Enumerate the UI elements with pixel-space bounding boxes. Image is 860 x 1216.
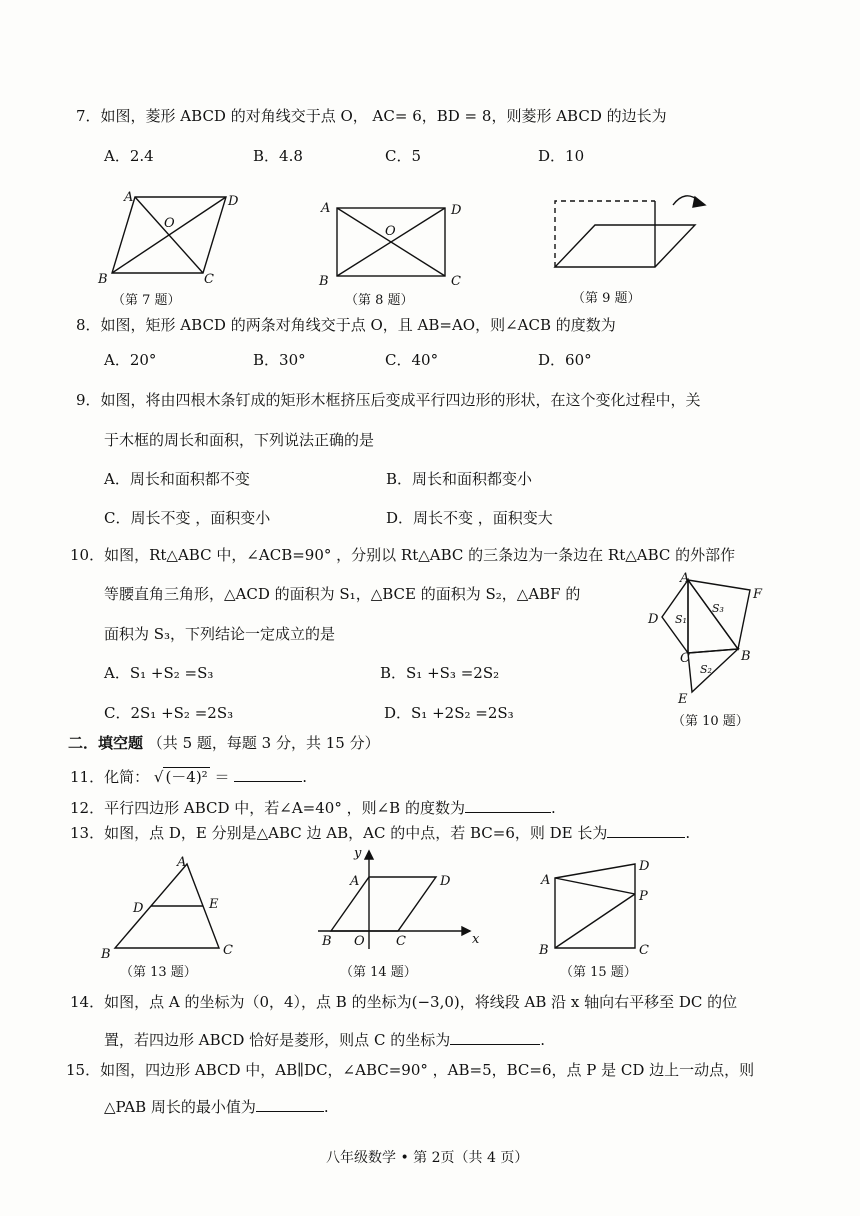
q10-option-d: D．S₁ +2S₂ =2S₃ bbox=[384, 704, 514, 722]
label-o: O bbox=[385, 224, 396, 239]
label-f: F bbox=[753, 587, 763, 602]
label-y: y bbox=[354, 846, 362, 861]
q9-stem-line2: 于木框的周长和面积，下列说法正确的是 bbox=[104, 431, 375, 449]
label-d: D bbox=[440, 874, 451, 889]
q10-stem-line1: 10．如图，Rt△ABC 中，∠ACB=90° ，分别以 Rt△ABC 的三条边为一条边在 Rt△ABC 的外部作 bbox=[70, 546, 736, 564]
label-s1: S₁ bbox=[675, 613, 687, 626]
dashed-rectangle bbox=[555, 201, 655, 267]
q10-option-b: B．S₁ +S₃ =2S₂ bbox=[380, 664, 500, 682]
label-o: O bbox=[164, 216, 175, 231]
label-d: D bbox=[639, 859, 650, 874]
figure-15-trapezoid bbox=[535, 850, 675, 960]
label-d: D bbox=[648, 612, 659, 627]
figure-13-triangle bbox=[95, 850, 245, 960]
q15-answer-blank[interactable] bbox=[256, 1097, 324, 1112]
label-a: A bbox=[350, 874, 360, 889]
label-p: P bbox=[639, 889, 648, 904]
figure-13-caption: （第 13 题） bbox=[120, 965, 197, 980]
label-c: C bbox=[639, 943, 649, 958]
label-c: C bbox=[396, 934, 406, 949]
figure-15-caption: （第 15 题） bbox=[560, 965, 637, 980]
q8-option-c: C．40° bbox=[385, 351, 439, 369]
label-s2: S₂ bbox=[700, 663, 712, 676]
figure-10-caption: （第 10 题） bbox=[672, 714, 749, 729]
q14-answer-blank[interactable] bbox=[450, 1030, 540, 1045]
label-e: E bbox=[209, 897, 219, 912]
q13-answer-blank[interactable] bbox=[607, 823, 685, 838]
q14-line2: 置，若四边形 ABCD 恰好是菱形，则点 C 的坐标为 bbox=[104, 1031, 451, 1049]
label-a: A bbox=[124, 190, 134, 205]
label-a: A bbox=[541, 873, 551, 888]
label-a: A bbox=[177, 855, 187, 870]
figure-9-caption: （第 9 题） bbox=[572, 291, 641, 306]
label-d: D bbox=[451, 203, 462, 218]
q11-answer-blank[interactable] bbox=[234, 767, 302, 782]
q9-option-b: B．周长和面积都变小 bbox=[386, 470, 533, 488]
q14-end: . bbox=[540, 1031, 545, 1049]
label-a: A bbox=[321, 201, 331, 216]
q11-prefix: 11．化简： bbox=[70, 768, 150, 786]
segment-ap bbox=[555, 878, 635, 894]
q10-option-c: C．2S₁ +S₂ =2S₃ bbox=[104, 704, 234, 722]
q9-stem-line1: 9．如图，将由四根木条钉成的矩形木框挤压后变成平行四边形的形状，在这个变化过程中，关 bbox=[76, 391, 701, 409]
q7-stem: 7．如图，菱形 ABCD 的对角线交于点 O， AC= 6，BD = 8，则菱形 ABCD 的边长为 bbox=[76, 107, 667, 125]
label-s3: S₃ bbox=[712, 602, 724, 615]
label-c: C bbox=[204, 272, 214, 287]
figure-14-coordinate-plane bbox=[310, 845, 490, 955]
label-o: O bbox=[354, 934, 365, 949]
label-x: x bbox=[472, 932, 480, 947]
figure-14-caption: （第 14 题） bbox=[340, 965, 417, 980]
label-b: B bbox=[101, 947, 111, 960]
q9-option-d: D．周长不变 ，面积变大 bbox=[386, 509, 553, 527]
figure-10-triangles bbox=[640, 570, 780, 710]
section-2-heading bbox=[68, 736, 380, 751]
q14-line2-wrap bbox=[104, 1030, 545, 1048]
q8-option-d: D．60° bbox=[538, 351, 592, 369]
diagonal-bd bbox=[112, 197, 226, 273]
q7-option-a: A．2.4 bbox=[104, 147, 154, 165]
q10-stem-line2: 等腰直角三角形，△ACD 的面积为 S₁，△BCE 的面积为 S₂，△ABF 的 bbox=[104, 585, 581, 603]
label-b: B bbox=[539, 943, 549, 958]
label-a: A bbox=[680, 571, 690, 586]
label-b: B bbox=[98, 272, 108, 287]
figure-7-rhombus bbox=[90, 185, 240, 290]
label-c: C bbox=[223, 943, 233, 958]
q7-option-c: C．5 bbox=[385, 147, 422, 165]
q11 bbox=[70, 767, 307, 785]
trapezoid-abcd bbox=[555, 864, 635, 948]
q8-option-a: A．20° bbox=[104, 351, 157, 369]
section-2-title: 二．填空题 bbox=[68, 734, 144, 752]
rhombus-abcd bbox=[331, 877, 436, 931]
q11-equals: ＝ bbox=[214, 768, 230, 786]
q10-stem-line3: 面积为 S₃，下列结论一定成立的是 bbox=[104, 625, 336, 643]
figure-8-rectangle bbox=[315, 195, 470, 290]
label-d: D bbox=[228, 194, 239, 209]
q13-text: 13．如图，点 D，E 分别是△ABC 边 AB，AC 的中点，若 BC=6，则 DE 长为 bbox=[70, 824, 608, 842]
q11-end: . bbox=[302, 768, 308, 786]
q15-line1: 15．如图，四边形 ABCD 中，AB∥DC，∠ABC=90° ，AB=5，BC=6，点 P 是 CD 边上一动点，则 bbox=[66, 1061, 755, 1079]
q15-end: . bbox=[323, 1098, 329, 1116]
label-b: B bbox=[322, 934, 332, 949]
figure-8-caption: （第 8 题） bbox=[345, 293, 414, 308]
q15-line2: △PAB 周长的最小值为 bbox=[104, 1098, 256, 1116]
label-b: B bbox=[319, 274, 329, 289]
q9-option-a: A．周长和面积都不变 bbox=[104, 470, 250, 488]
q7-option-b: B．4.8 bbox=[253, 147, 303, 165]
q11-radicand: (－4)² bbox=[165, 768, 208, 786]
triangle-bce bbox=[688, 649, 738, 692]
section-2-note: （共 5 题，每题 3 分，共 15 分） bbox=[147, 734, 380, 752]
label-e: E bbox=[678, 692, 688, 707]
label-b: B bbox=[741, 649, 751, 664]
q9-option-c: C．周长不变 ，面积变小 bbox=[104, 509, 271, 527]
q13-end: . bbox=[685, 824, 691, 842]
q14-line1: 14．如图，点 A 的坐标为（0，4），点 B 的坐标为(−3,0)，将线段 AB 沿 x 轴向右平移至 DC 的位 bbox=[70, 993, 738, 1011]
label-d: D bbox=[133, 901, 144, 916]
arrow-head bbox=[693, 197, 705, 207]
figure-7-caption: （第 7 题） bbox=[112, 293, 181, 308]
q15-line2-wrap bbox=[104, 1097, 329, 1115]
label-c: C bbox=[680, 651, 690, 666]
q8-stem: 8．如图，矩形 ABCD 的两条对角线交于点 O，且 AB=AO，则∠ACB 的度数为 bbox=[76, 316, 616, 334]
q8-option-b: B．30° bbox=[253, 351, 306, 369]
parallelogram bbox=[555, 225, 695, 267]
page-footer: 八年级数学 • 第 2页（共 4 页） bbox=[326, 1150, 529, 1166]
figure-9-frame bbox=[545, 185, 715, 280]
q11-sqrt: √ (－4)² bbox=[153, 768, 208, 786]
q12 bbox=[70, 798, 556, 816]
x-axis-arrow bbox=[462, 927, 470, 935]
q12-answer-blank[interactable] bbox=[465, 798, 551, 813]
q12-end: . bbox=[550, 799, 556, 817]
y-axis-arrow bbox=[365, 851, 373, 859]
q10-option-a: A．S₁ +S₂ =S₃ bbox=[104, 664, 214, 682]
segment-bp bbox=[555, 894, 635, 948]
q13 bbox=[70, 823, 690, 841]
label-c: C bbox=[451, 274, 461, 289]
q7-option-d: D．10 bbox=[538, 147, 585, 165]
q12-text: 12．平行四边形 ABCD 中，若∠A=40° ，则∠B 的度数为 bbox=[70, 799, 465, 817]
